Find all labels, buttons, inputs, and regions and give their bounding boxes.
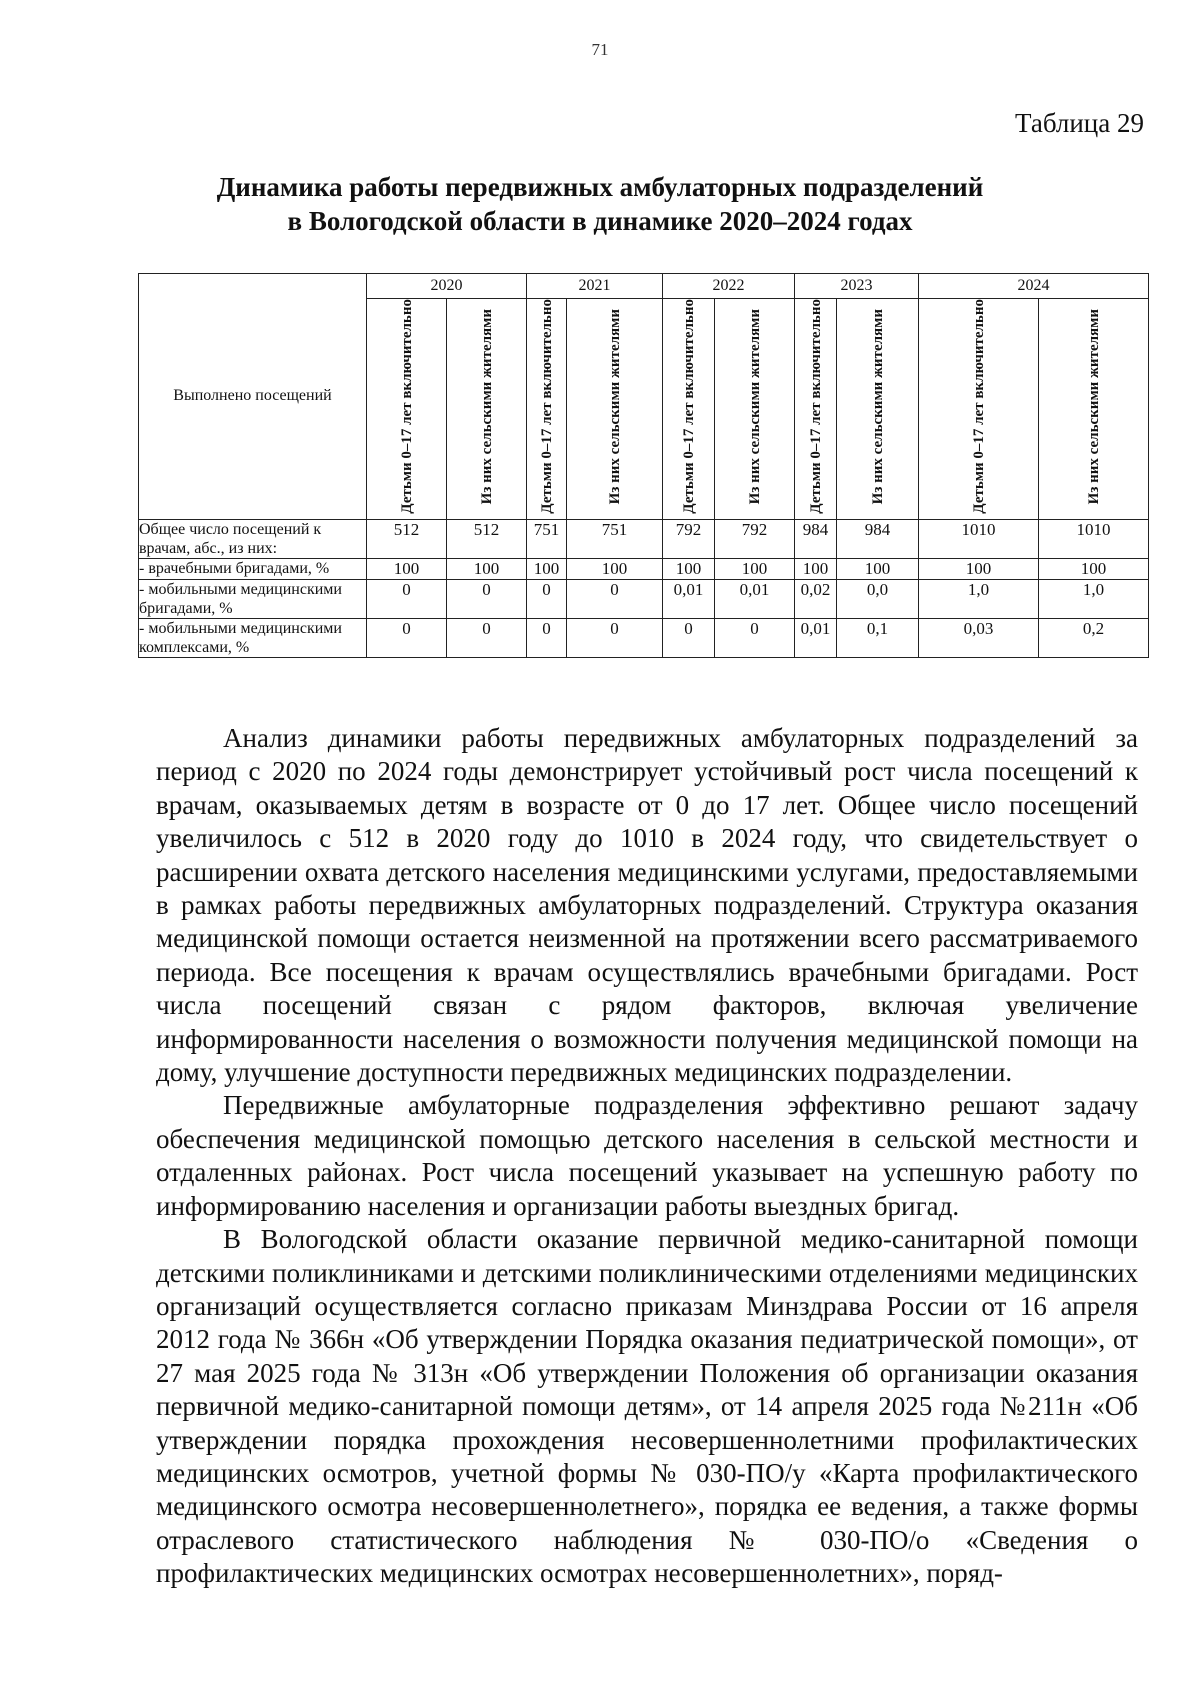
visits-table xyxy=(138,273,1149,658)
table-cell: 0 xyxy=(663,618,715,657)
children-subheader xyxy=(663,299,715,520)
rural-subheader xyxy=(1039,299,1149,520)
table-cell: 100 xyxy=(715,558,795,579)
table-cell: 0 xyxy=(447,618,527,657)
year-header-row xyxy=(139,274,1149,299)
table-cell: 0,02 xyxy=(795,579,837,618)
table-row xyxy=(139,618,1149,657)
subheader-text: Детьми 0–17 лет включительно xyxy=(970,299,987,514)
table-cell: 751 xyxy=(567,519,663,558)
table-cell: 984 xyxy=(795,519,837,558)
row-label: Общее число посещений к врачам, абс., из них: xyxy=(139,519,367,558)
table-cell: 100 xyxy=(567,558,663,579)
corner-header: Выполнено посещений xyxy=(139,274,367,520)
paragraph: Анализ динамики работы передвижных амбулаторных подразделений за период с 2020 по 2024 годы демонстрирует устойчивый рост числа посещений к врачам, оказываемых детям в возрасте от 0 до 17 лет. Общее число посещений увеличилось с 512 в 2020 году до 1010 в 2024 году, что свидетельствует о расширении охвата детского населения медицинскими услугами, предоставляемыми в рамках работы передвижных амбулаторных подразделений. Структура оказания медицинской помощи остается неизменной на протяжении всего рассматриваемого периода. Все посещения к врачам осуществлялись врачебными бригадами. Рост числа посещений связан с рядом факторов, включая увеличение информированности населения о возможности получения медицинской помощи на дому, улучшение доступности передвижных медицинских подразделении. xyxy=(156,723,1138,1088)
title-line: в Вологодской области в динамике 2020–2024 годах xyxy=(287,206,913,236)
rural-subheader xyxy=(837,299,919,520)
table-cell: 0 xyxy=(367,579,447,618)
subheader-text: Из них сельскими жителями xyxy=(606,308,623,504)
table-cell: 100 xyxy=(1039,558,1149,579)
table-cell: 512 xyxy=(447,519,527,558)
children-subheader xyxy=(367,299,447,520)
children-subheader xyxy=(527,299,567,520)
table-cell: 0,01 xyxy=(715,579,795,618)
children-subheader xyxy=(919,299,1039,520)
subheader-text: Из них сельскими жителями xyxy=(1085,308,1102,504)
table-cell: 0 xyxy=(527,618,567,657)
table-cell: 100 xyxy=(527,558,567,579)
table-row xyxy=(139,558,1149,579)
table-cell: 0 xyxy=(527,579,567,618)
table-cell: 0,1 xyxy=(837,618,919,657)
row-label: - врачебными бригадами, % xyxy=(139,558,367,579)
table-cell: 100 xyxy=(447,558,527,579)
year-header: 2020 xyxy=(367,274,527,299)
table-cell: 1010 xyxy=(919,519,1039,558)
subheader-text: Детьми 0–17 лет включительно xyxy=(680,299,697,514)
subheader-text: Детьми 0–17 лет включительно xyxy=(398,299,415,514)
table-cell: 0,01 xyxy=(663,579,715,618)
table-cell: 0 xyxy=(367,618,447,657)
rural-subheader xyxy=(715,299,795,520)
rural-subheader xyxy=(447,299,527,520)
table-cell: 0,01 xyxy=(795,618,837,657)
year-header: 2022 xyxy=(663,274,795,299)
table-cell: 1,0 xyxy=(1039,579,1149,618)
row-label: - мобильными медицинскими бригадами, % xyxy=(139,579,367,618)
table-cell: 100 xyxy=(919,558,1039,579)
table-title xyxy=(0,170,1200,238)
year-header: 2023 xyxy=(795,274,919,299)
table-cell: 1010 xyxy=(1039,519,1149,558)
children-subheader xyxy=(795,299,837,520)
table-cell: 0 xyxy=(447,579,527,618)
table-row xyxy=(139,519,1149,558)
table-cell: 100 xyxy=(795,558,837,579)
body-text xyxy=(156,722,1138,1591)
table-body xyxy=(139,519,1149,657)
table-cell: 792 xyxy=(663,519,715,558)
table-cell: 512 xyxy=(367,519,447,558)
subheader-text: Детьми 0–17 лет включительно xyxy=(807,299,824,514)
table-cell: 0 xyxy=(715,618,795,657)
table-cell: 792 xyxy=(715,519,795,558)
title-line: Динамика работы передвижных амбулаторных подразделений xyxy=(216,172,984,202)
row-label: - мобильными медицинскими комплексами, % xyxy=(139,618,367,657)
table-cell: 0,03 xyxy=(919,618,1039,657)
table-cell: 100 xyxy=(367,558,447,579)
table-cell: 751 xyxy=(527,519,567,558)
subheader-text: Из них сельскими жителями xyxy=(869,308,886,504)
table-cell: 0,0 xyxy=(837,579,919,618)
table-cell: 984 xyxy=(837,519,919,558)
table-cell: 1,0 xyxy=(919,579,1039,618)
subheader-text: Из них сельскими жителями xyxy=(746,308,763,504)
paragraph: В Вологодской области оказание первичной медико-санитарной помощи детскими поликлиниками и детскими поликлиническими отделениями медицинских организаций осуществляется согласно приказам Минздрава России от 16 апреля 2012 года № 366н «Об утверждении Порядка оказания педиатрической помощи», от 27 мая 2025 года № 313н «Об утверждении Положения об организации оказания первичной медико-санитарной помощи детям», от 14 апреля 2025 года №211н «Об утверждении порядка прохождения несовершеннолетними профилактических медицинских осмотров, учетной формы № 030-ПО/у «Карта профилактического медицинского осмотра несовершеннолетнего», порядка ее ведения, а также формы отраслевого статистического наблюдения № 030-ПО/о «Сведения о профилактических медицинских осмотрах несовершеннолетних», поряд- xyxy=(156,1224,1138,1589)
table-label: Таблица 29 xyxy=(1015,108,1144,138)
subheader-text: Детьми 0–17 лет включительно xyxy=(538,299,555,514)
year-header: 2021 xyxy=(527,274,663,299)
subheader-text: Из них сельскими жителями xyxy=(478,308,495,504)
year-header: 2024 xyxy=(919,274,1149,299)
table-cell: 100 xyxy=(837,558,919,579)
table-row xyxy=(139,579,1149,618)
table-cell: 100 xyxy=(663,558,715,579)
table-cell: 0 xyxy=(567,618,663,657)
table-cell: 0 xyxy=(567,579,663,618)
rural-subheader xyxy=(567,299,663,520)
page-number: 71 xyxy=(591,40,609,59)
table-cell: 0,2 xyxy=(1039,618,1149,657)
paragraph: Передвижные амбулаторные подразделения эффективно решают задачу обеспечения медицинской помощью детского населения в сельской местности и отдаленных районах. Рост числа посещений указывает на успешную работу по информированию населения и организации работы выездных бригад. xyxy=(156,1090,1138,1221)
